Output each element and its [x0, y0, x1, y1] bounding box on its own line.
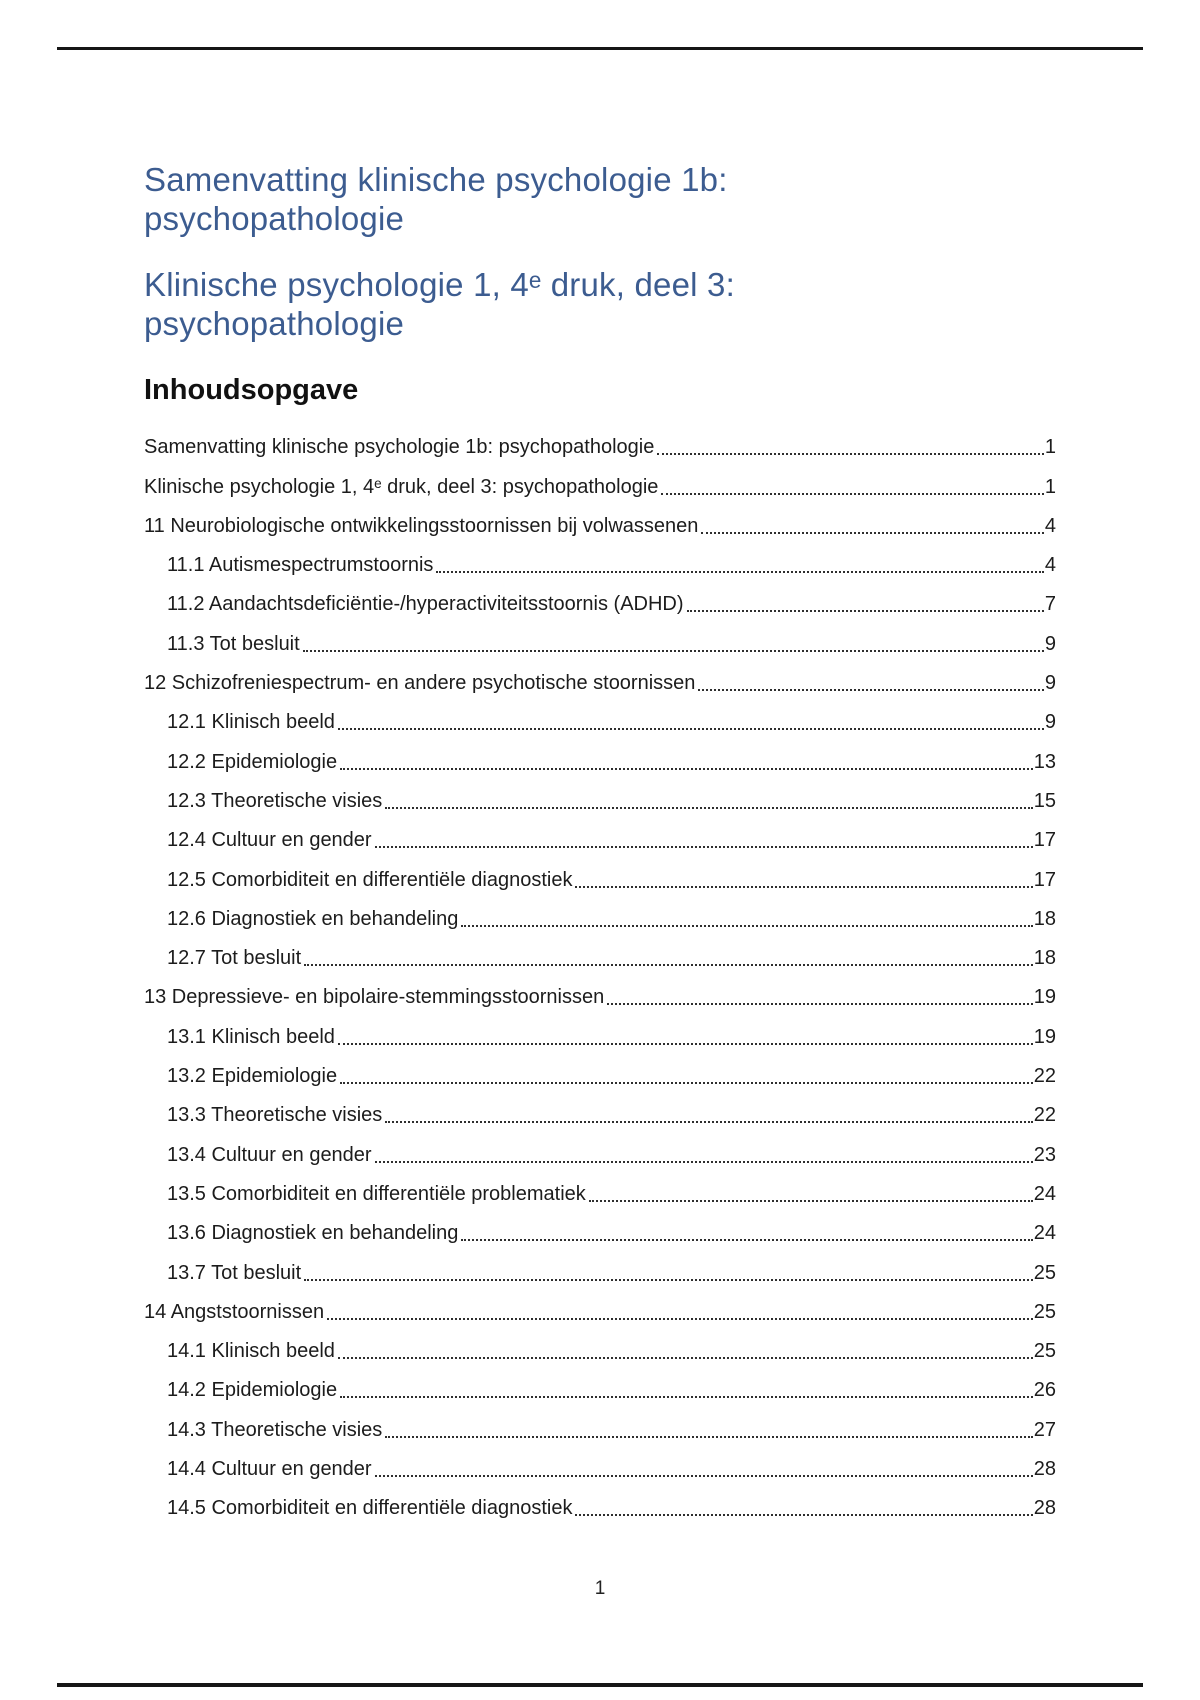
toc-dot-leader: [575, 1514, 1032, 1516]
toc-dot-leader: [375, 1475, 1033, 1477]
toc-dot-leader: [698, 689, 1043, 691]
toc-entry-label: 12.1 Klinisch beeld: [167, 711, 335, 734]
toc-dot-leader: [385, 1121, 1032, 1123]
toc-dot-leader: [338, 728, 1044, 730]
toc-page-number: 15: [1033, 789, 1056, 812]
toc-entry-label: 13.2 Epidemiologie: [167, 1065, 338, 1088]
toc-dot-leader: [607, 1003, 1033, 1005]
toc-dot-leader: [327, 1318, 1033, 1320]
toc-dot-leader: [338, 1043, 1033, 1045]
toc-entry-label: Klinische psychologie 1, 4ᵉ druk, deel 3: psychopathologie: [144, 475, 659, 498]
toc-row[interactable]: [144, 896, 1056, 935]
toc-dot-leader: [375, 846, 1033, 848]
toc-entry-label: 14.4 Cultuur en gender: [167, 1458, 372, 1481]
toc-row[interactable]: [144, 1446, 1056, 1485]
toc-entry-label: 12.5 Comorbiditeit en differentiële diagnostiek: [167, 868, 573, 891]
toc-page-number: 24: [1033, 1182, 1056, 1205]
toc-page-number: 24: [1033, 1222, 1056, 1245]
toc-page-number: 23: [1033, 1143, 1056, 1166]
toc-page-number: 17: [1033, 829, 1056, 852]
toc-row[interactable]: [144, 1367, 1056, 1406]
toc-row[interactable]: [144, 1406, 1056, 1445]
toc-entry-label: 13.3 Theoretische visies: [167, 1104, 383, 1127]
toc-dot-leader: [657, 453, 1044, 455]
toc-page-number: 22: [1033, 1065, 1056, 1088]
toc-page-number: 17: [1033, 868, 1056, 891]
toc-page-number: 25: [1033, 1300, 1056, 1323]
document-title-2-line-1: Klinische psychologie 1, 4ᵉ druk, deel 3:: [144, 266, 735, 303]
toc-dot-leader: [701, 532, 1043, 534]
toc-entry-label: 13 Depressieve- en bipolaire-stemmingsstoornissen: [144, 986, 605, 1009]
toc-entry-label: 11 Neurobiologische ontwikkelingsstoornissen bij volwassenen: [144, 514, 699, 537]
document-title-1: [144, 160, 1064, 238]
toc-row[interactable]: [144, 503, 1056, 542]
toc-page-number: 4: [1044, 554, 1056, 577]
toc-page-number: 26: [1033, 1379, 1056, 1402]
toc-page-number: 7: [1044, 593, 1056, 616]
toc-row[interactable]: [144, 424, 1056, 463]
toc-entry-label: 13.6 Diagnostiek en behandeling: [167, 1222, 459, 1245]
toc-dot-leader: [687, 610, 1044, 612]
toc-entry-label: 11.2 Aandachtsdeficiëntie-/hyperactiviteitsstoornis (ADHD): [167, 593, 684, 616]
toc-page-number: 9: [1044, 632, 1056, 655]
toc-row[interactable]: [144, 1092, 1056, 1131]
toc-page-number: 19: [1033, 986, 1056, 1009]
toc-row[interactable]: [144, 699, 1056, 738]
toc-dot-leader: [385, 807, 1032, 809]
toc-dot-leader: [385, 1436, 1032, 1438]
toc-row[interactable]: [144, 1013, 1056, 1052]
toc-entry-label: 14.5 Comorbiditeit en differentiële diagnostiek: [167, 1497, 573, 1520]
toc-row[interactable]: [144, 1289, 1056, 1328]
toc-dot-leader: [375, 1161, 1033, 1163]
toc-row[interactable]: [144, 1053, 1056, 1092]
toc-row[interactable]: [144, 1328, 1056, 1367]
toc-entry-label: Samenvatting klinische psychologie 1b: psychopathologie: [144, 436, 655, 459]
toc-page-number: 9: [1044, 711, 1056, 734]
toc-entry-label: 12.6 Diagnostiek en behandeling: [167, 907, 459, 930]
toc-entry-label: 14.2 Epidemiologie: [167, 1379, 338, 1402]
document-title-2-line-2: psychopathologie: [144, 305, 405, 342]
toc-dot-leader: [589, 1200, 1033, 1202]
toc-dot-leader: [340, 768, 1033, 770]
toc-entry-label: 14 Angststoornissen: [144, 1300, 325, 1323]
toc-row[interactable]: [144, 1131, 1056, 1170]
toc-heading: Inhoudsopgave: [144, 374, 359, 406]
toc-row[interactable]: [144, 1249, 1056, 1288]
toc-dot-leader: [303, 650, 1044, 652]
toc-row[interactable]: [144, 778, 1056, 817]
footer-page-number: 1: [594, 1578, 606, 1599]
toc-entry-label: 11.1 Autismespectrumstoornis: [167, 554, 434, 577]
toc-page-number: 27: [1033, 1418, 1056, 1441]
document-title-1-line-1: Samenvatting klinische psychologie 1b:: [144, 161, 728, 198]
toc-row[interactable]: [144, 856, 1056, 895]
toc-row[interactable]: [144, 1210, 1056, 1249]
toc-page-number: 1: [1044, 436, 1056, 459]
toc-entry-label: 12.7 Tot besluit: [167, 947, 302, 970]
toc-entry-label: 12.3 Theoretische visies: [167, 789, 383, 812]
toc-page-number: 9: [1044, 672, 1056, 695]
toc-row[interactable]: [144, 974, 1056, 1013]
toc-page-number: 25: [1033, 1261, 1056, 1284]
toc-entry-label: 13.4 Cultuur en gender: [167, 1143, 372, 1166]
toc-page-number: 1: [1044, 475, 1056, 498]
toc-entry-label: 13.1 Klinisch beeld: [167, 1025, 335, 1048]
toc-page-number: 4: [1044, 514, 1056, 537]
toc-dot-leader: [461, 1239, 1032, 1241]
toc-page-number: 28: [1033, 1458, 1056, 1481]
toc-row[interactable]: [144, 660, 1056, 699]
toc-page-number: 18: [1033, 907, 1056, 930]
toc-row[interactable]: [144, 935, 1056, 974]
toc-entry-label: 12 Schizofreniespectrum- en andere psychotische stoornissen: [144, 672, 696, 695]
toc-dot-leader: [338, 1357, 1033, 1359]
toc-entry-label: 13.5 Comorbiditeit en differentiële problematiek: [167, 1182, 586, 1205]
toc-row[interactable]: [144, 463, 1056, 502]
toc-entry-label: 12.4 Cultuur en gender: [167, 829, 372, 852]
toc-page-number: 19: [1033, 1025, 1056, 1048]
toc-row[interactable]: [144, 542, 1056, 581]
toc-entry-label: 14.1 Klinisch beeld: [167, 1340, 335, 1363]
top-border-line: [57, 47, 1143, 50]
document-title-2: [144, 265, 1064, 343]
toc-dot-leader: [436, 571, 1043, 573]
toc-dot-leader: [304, 964, 1033, 966]
toc-page-number: 25: [1033, 1340, 1056, 1363]
toc-dot-leader: [304, 1279, 1033, 1281]
toc-row[interactable]: [144, 1485, 1056, 1524]
toc-list: [144, 424, 1056, 1524]
toc-dot-leader: [575, 886, 1032, 888]
toc-page-number: 18: [1033, 947, 1056, 970]
toc-entry-label: 14.3 Theoretische visies: [167, 1418, 383, 1441]
toc-page-number: 28: [1033, 1497, 1056, 1520]
toc-dot-leader: [340, 1082, 1033, 1084]
toc-row[interactable]: [144, 620, 1056, 659]
toc-entry-label: 11.3 Tot besluit: [167, 632, 300, 655]
toc-dot-leader: [661, 493, 1043, 495]
toc-page-number: 22: [1033, 1104, 1056, 1127]
toc-entry-label: 13.7 Tot besluit: [167, 1261, 302, 1284]
toc-dot-leader: [461, 925, 1032, 927]
toc-row[interactable]: [144, 738, 1056, 777]
document-title-1-line-2: psychopathologie: [144, 200, 405, 237]
bottom-border-line: [57, 1683, 1143, 1687]
toc-row[interactable]: [144, 1171, 1056, 1210]
toc-page-number: 13: [1033, 750, 1056, 773]
toc-row[interactable]: [144, 817, 1056, 856]
toc-entry-label: 12.2 Epidemiologie: [167, 750, 338, 773]
toc-dot-leader: [340, 1396, 1033, 1398]
toc-row[interactable]: [144, 581, 1056, 620]
